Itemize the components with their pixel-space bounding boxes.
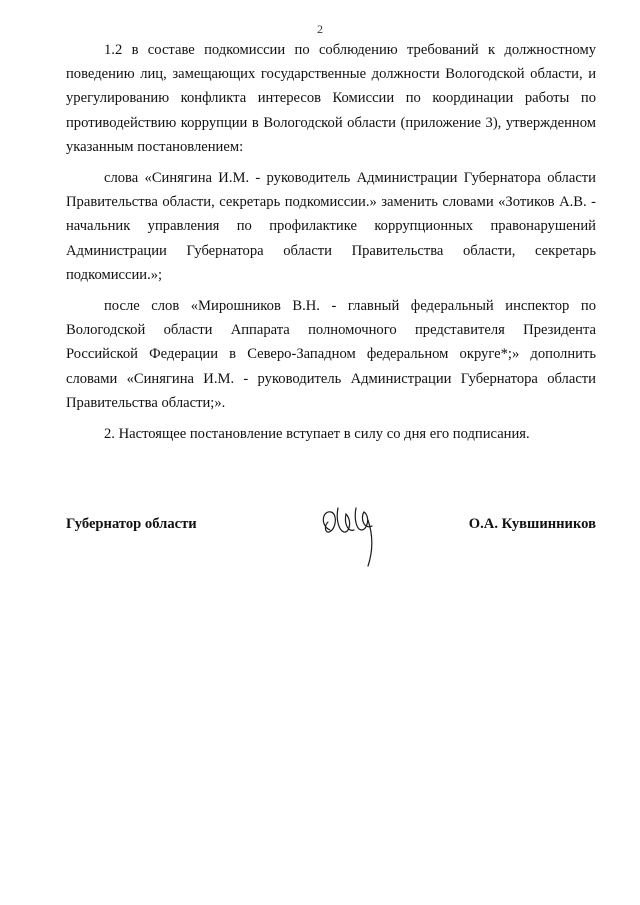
signatory-title: Губернатор области: [66, 516, 197, 532]
paragraph-1-2: 1.2 в составе подкомиссии по соблюдению требований к должностному поведению лиц, замещающих государственные должности Вологодской области, и урегулированию конфликта интересов Комиссии по координации работы по противодействию коррупции в Вологодской области (приложение 3), утвержденном указанным постановлением:: [66, 42, 596, 155]
page-number: 2: [317, 22, 323, 36]
signatory-name: О.А. Кувшинников: [468, 516, 596, 532]
signature-block: [66, 496, 596, 576]
paragraph-add-words: после слов «Мирошников В.Н. - главный федеральный инспектор по Вологодской области Аппарата полномочного представителя Президента Российской Федерации в Северо-Западном федеральном округе*;» дополнить словами «Синягина И.М. - руководитель Администрации Губернатора области Правительства области;».: [66, 298, 596, 411]
handwritten-signature: [316, 496, 386, 576]
paragraph-replace-words: слова «Синягина И.М. - руководитель Администрации Губернатора области Правительства области, секретарь подкомиссии.» заменить словами «Зотиков А.В. - начальник управления по профилактике коррупционных правонарушений Администрации Губернатора области Правительства области, секретарь подкомиссии.»;: [66, 170, 596, 283]
document-body: [66, 38, 596, 453]
paragraph-effective-date: 2. Настоящее постановление вступает в силу со дня его подписания.: [104, 426, 530, 443]
